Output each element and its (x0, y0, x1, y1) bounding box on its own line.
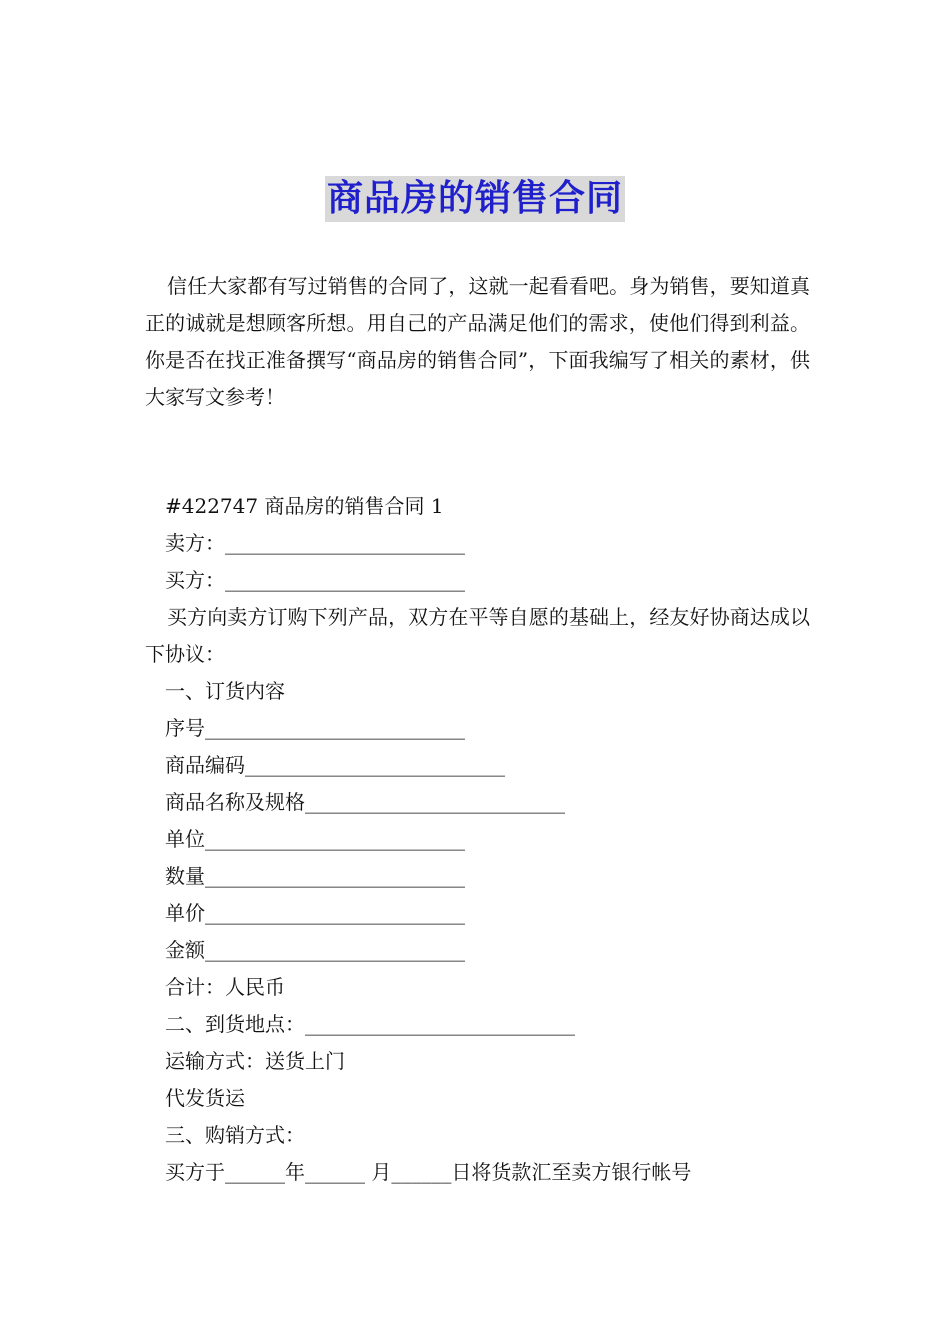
unit-line: 单位__________________________ (165, 827, 465, 851)
title-container (0, 176, 950, 222)
intro-section (145, 268, 810, 416)
unit-price-line: 单价__________________________ (165, 901, 465, 925)
item-name-line: 商品名称及规格__________________________ (165, 790, 565, 814)
seller-line: 卖方：________________________ (165, 531, 465, 555)
transport-line: 运输方式：送货上门 (165, 1049, 345, 1073)
section-order-content: 一、订货内容 (165, 679, 285, 703)
contract-heading: #422747 商品房的销售合同 1 (165, 494, 444, 518)
item-code-line: 商品编码__________________________ (165, 753, 505, 777)
section-purchase-method: 三、购销方式： (165, 1123, 305, 1147)
contract-body (145, 488, 810, 1191)
total-line: 合计：人民币 (165, 975, 285, 999)
freight-line: 代发货运 (165, 1086, 245, 1110)
item-number-line: 序号__________________________ (165, 716, 465, 740)
section-delivery-location: 二、到货地点：___________________________ (165, 1012, 575, 1036)
payment-line: 买方于______年______ 月______日将货款汇至卖方银行帐号 (165, 1160, 692, 1184)
buyer-line: 买方：________________________ (165, 568, 465, 592)
intro-paragraph: 信任大家都有写过销售的合同了，这就一起看看吧。身为销售，要知道真正的诚就是想顾客所想。用自己的产品满足他们的需求，使他们得到利益。你是否在找正准备撰写“商品房的销售合同”，下面我编写了相关的素材，供大家写文参考！ (145, 274, 810, 409)
amount-line: 金额__________________________ (165, 938, 465, 962)
agreement-paragraph: 买方向卖方订购下列产品，双方在平等自愿的基础上，经友好协商达成以下协议： (145, 605, 810, 666)
document-title: 商品房的销售合同 (325, 176, 625, 222)
quantity-line: 数量__________________________ (165, 864, 465, 888)
